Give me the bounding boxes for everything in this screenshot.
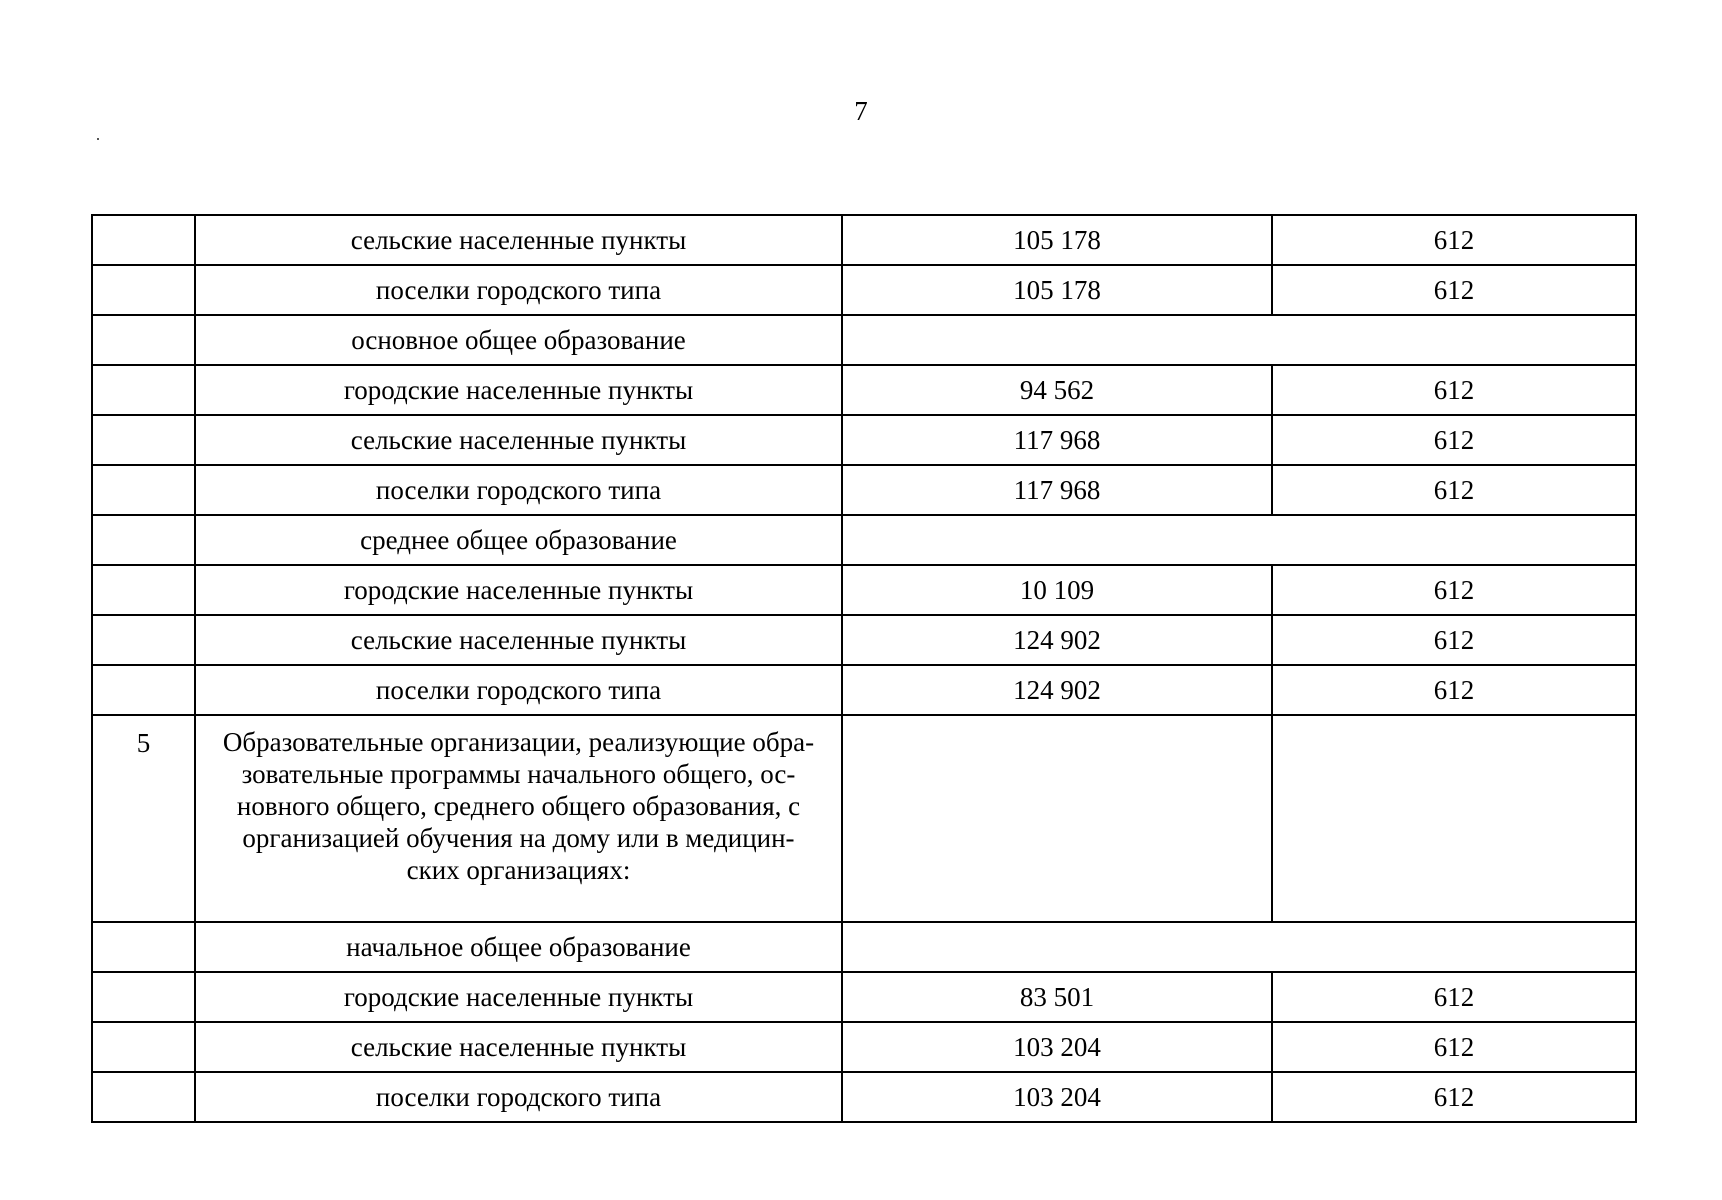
row-value: 124 902 (842, 615, 1272, 665)
row-label: поселки городского типа (195, 265, 842, 315)
row-number-cell (92, 465, 195, 515)
row-value: 83 501 (842, 972, 1272, 1022)
section-row (92, 515, 1636, 565)
section-heading: основное общее образование (195, 315, 842, 365)
section-empty-cell (842, 922, 1636, 972)
row-label: сельские населенные пункты (195, 415, 842, 465)
row-number-cell (92, 515, 195, 565)
row-code: 612 (1272, 665, 1636, 715)
row-number-cell (92, 1072, 195, 1122)
row-number-cell (92, 972, 195, 1022)
row-number-cell (92, 665, 195, 715)
table-row (92, 565, 1636, 615)
row-label: поселки городского типа (195, 465, 842, 515)
table-row (92, 415, 1636, 465)
page-number: 7 (854, 96, 868, 126)
section-empty-cell (842, 515, 1636, 565)
row-label: поселки городского типа (195, 1072, 842, 1122)
row-code: 612 (1272, 1072, 1636, 1122)
description-line: Образовательные организации, реализующие обра- (222, 727, 815, 757)
row-value: 94 562 (842, 365, 1272, 415)
row-code: 612 (1272, 215, 1636, 265)
row-code: 612 (1272, 365, 1636, 415)
item-value-empty (842, 715, 1272, 922)
row-label: сельские населенные пункты (195, 615, 842, 665)
item-description (195, 715, 842, 922)
section-row (92, 922, 1636, 972)
table-row (92, 972, 1636, 1022)
section-empty-cell (842, 315, 1636, 365)
table-row (92, 465, 1636, 515)
row-label: городские населенные пункты (195, 972, 842, 1022)
row-code: 612 (1272, 972, 1636, 1022)
table-row (92, 1072, 1636, 1122)
row-label: сельские населенные пункты (195, 1022, 842, 1072)
row-value: 10 109 (842, 565, 1272, 615)
row-code: 612 (1272, 465, 1636, 515)
section-row (92, 315, 1636, 365)
row-value: 117 968 (842, 415, 1272, 465)
row-number-cell (92, 215, 195, 265)
row-value: 117 968 (842, 465, 1272, 515)
description-line: организацией обучения на дому или в медицин- (242, 823, 795, 853)
description-line: новного общего, среднего общего образования, с (236, 791, 801, 821)
table-row (92, 215, 1636, 265)
row-number-cell (92, 315, 195, 365)
row-value: 124 902 (842, 665, 1272, 715)
row-code: 612 (1272, 1022, 1636, 1072)
item-code-empty (1272, 715, 1636, 922)
row-code: 612 (1272, 565, 1636, 615)
row-value: 105 178 (842, 265, 1272, 315)
row-value: 105 178 (842, 215, 1272, 265)
row-number-cell (92, 1022, 195, 1072)
row-code: 612 (1272, 415, 1636, 465)
row-label: городские населенные пункты (195, 565, 842, 615)
row-number-cell (92, 565, 195, 615)
row-number-cell (92, 365, 195, 415)
table-row (92, 665, 1636, 715)
rates-table (91, 214, 1637, 1123)
row-code: 612 (1272, 265, 1636, 315)
row-label: поселки городского типа (195, 665, 842, 715)
section-heading: начальное общее образование (195, 922, 842, 972)
scan-speck (97, 138, 99, 140)
row-number-cell (92, 415, 195, 465)
description-line: ских организациях: (406, 855, 631, 885)
description-line: зовательные программы начального общего, ос- (241, 759, 796, 789)
row-label: городские населенные пункты (195, 365, 842, 415)
row-number-cell (92, 265, 195, 315)
row-code: 612 (1272, 615, 1636, 665)
table-row (92, 365, 1636, 415)
item-row (92, 715, 1636, 922)
row-label: сельские населенные пункты (195, 215, 842, 265)
row-value: 103 204 (842, 1072, 1272, 1122)
row-value: 103 204 (842, 1022, 1272, 1072)
table-row (92, 615, 1636, 665)
table-row (92, 1022, 1636, 1072)
section-heading: среднее общее образование (195, 515, 842, 565)
row-number-cell (92, 615, 195, 665)
item-number: 5 (92, 715, 195, 922)
row-number-cell (92, 922, 195, 972)
table-row (92, 265, 1636, 315)
